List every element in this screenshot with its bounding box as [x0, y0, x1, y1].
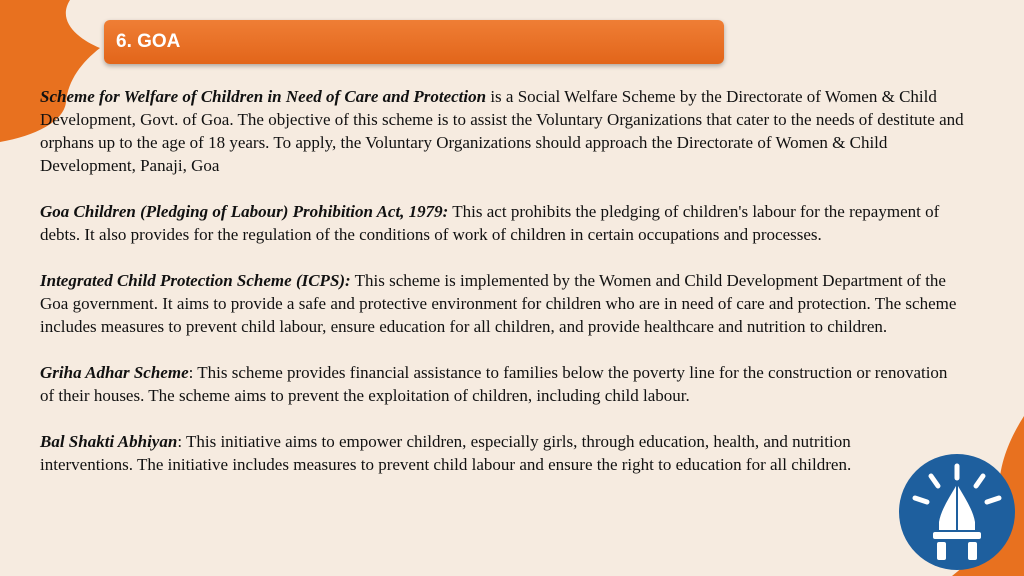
paragraph-labour-act: [40, 200, 965, 246]
term-label: Bal Shakti Abhiyan: [40, 432, 178, 451]
title-bar: [104, 20, 724, 64]
paragraph-bal-shakti: [40, 430, 895, 476]
term-label: Scheme for Welfare of Children in Need of Care and Protection: [40, 87, 487, 106]
page-title: 6. GOA: [116, 31, 181, 52]
term-label: Integrated Child Protection Scheme (ICPS):: [40, 271, 351, 290]
term-description: This scheme is implemented by the Women and Child Development Department of the Goa government. It aims to provide a safe and protective environment for children who are in need of care and protection. The scheme includes measures to prevent child labour, ensure education for all children, and provide healthcare and nutrition to children.: [40, 271, 957, 336]
paragraph-griha-adhar: [40, 361, 965, 407]
content-body: [40, 85, 965, 476]
term-description: is a Social Welfare Scheme by the Directorate of Women & Child Development, Govt. of Goa. The objective of this scheme is to assist the Voluntary Organizations that cater to the needs of destitute and orphans up to the age of 18 years. To apply, the Voluntary Organizations should approach the Directorate of Women & Child Development, Panaji, Goa: [40, 87, 964, 175]
praying-hands-icon: [897, 452, 1017, 572]
paragraph-icps: [40, 269, 965, 338]
term-description: : This scheme provides financial assistance to families below the poverty line for the construction or renovation of their houses. The scheme aims to prevent the exploitation of children, including child labour.: [40, 363, 948, 405]
term-label: Griha Adhar Scheme: [40, 363, 189, 382]
paragraph-welfare-scheme: [40, 85, 965, 177]
term-description: : This initiative aims to empower children, especially girls, through education, health, and nutrition interventions. The initiative includes measures to prevent child labour and ensure the right to education for all children.: [40, 432, 852, 474]
term-description: This act prohibits the pledging of children's labour for the repayment of debts. It also provides for the regulation of the conditions of work of children in certain occupations and processes.: [40, 202, 940, 244]
term-label: Goa Children (Pledging of Labour) Prohibition Act, 1979:: [40, 202, 449, 221]
